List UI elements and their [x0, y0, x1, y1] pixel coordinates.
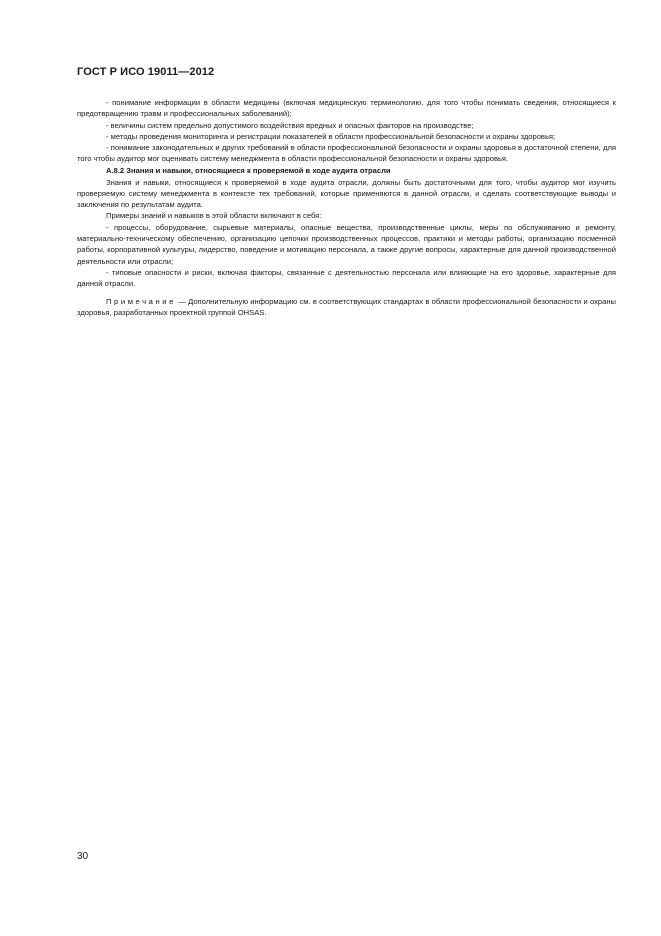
page-number: 30	[77, 851, 89, 862]
document-body	[77, 97, 616, 318]
note-text: — Дополнительную информацию см. в соответствующих стандартах в области профессиональной безопасности и охраны здоровья, разработанных проектной группой OHSAS.	[77, 296, 616, 317]
document-header: ГОСТ Р ИСО 19011—2012	[77, 66, 215, 78]
note-label: Примечание	[106, 296, 176, 306]
paragraph: Примеры знаний и навыков в этой области включают в себя:	[106, 211, 322, 221]
note-paragraph	[77, 296, 616, 319]
list-item: - типовые опасности и риски, включая факторы, связанные с деятельностью персонала или влияющие на его здоровье, характерные для данной отрасли.	[77, 267, 616, 289]
list-item: - процессы, оборудование, сырьевые материалы, опасные вещества, производственные циклы, меры по обслуживанию и ремонту, материально-техническому обеспечению, организацию цепочки производственных процессов, практики и методы работы, организацию посменной работы, корпоративной культуры, лидерство, поведение и мотивацию персонала, а также другие вопросы, характерные для данной производственной деятельности или отрасли;	[77, 222, 616, 266]
section-heading: А.8.2 Знания и навыки, относящиеся к проверяемой в ходе аудита отрасли	[106, 166, 391, 176]
list-item: - понимание законодательных и других требований в области профессиональной безопасности и охраны здоровья в достаточной степени, для того чтобы аудитор мог оценивать систему менеджмента в области профессиональной безопасности и охраны здоровья.	[77, 143, 616, 164]
list-item: - величины систем предельно допустимого воздействия вредных и опасных факторов на производстве;	[106, 120, 474, 130]
list-item: - методы проведения мониторинга и регистрации показателей в области профессиональной безопасности и охраны здоровья;	[106, 131, 556, 141]
paragraph: Знания и навыки, относящиеся к проверяемой в ходе аудита отрасли, должны быть достаточными для того, чтобы аудитор мог изучить проверяемую систему менеджмента в контексте тех требований, которые применяются в данной отрасли, и сделать соответствующие выводы и заключения по результатам аудита.	[77, 177, 616, 210]
list-item: - понимание информации в области медицины (включая медицинскую терминологию, для того чтобы понимать сведения, относящиеся к предотвращению травм и профессиональных заболеваний);	[77, 98, 616, 119]
